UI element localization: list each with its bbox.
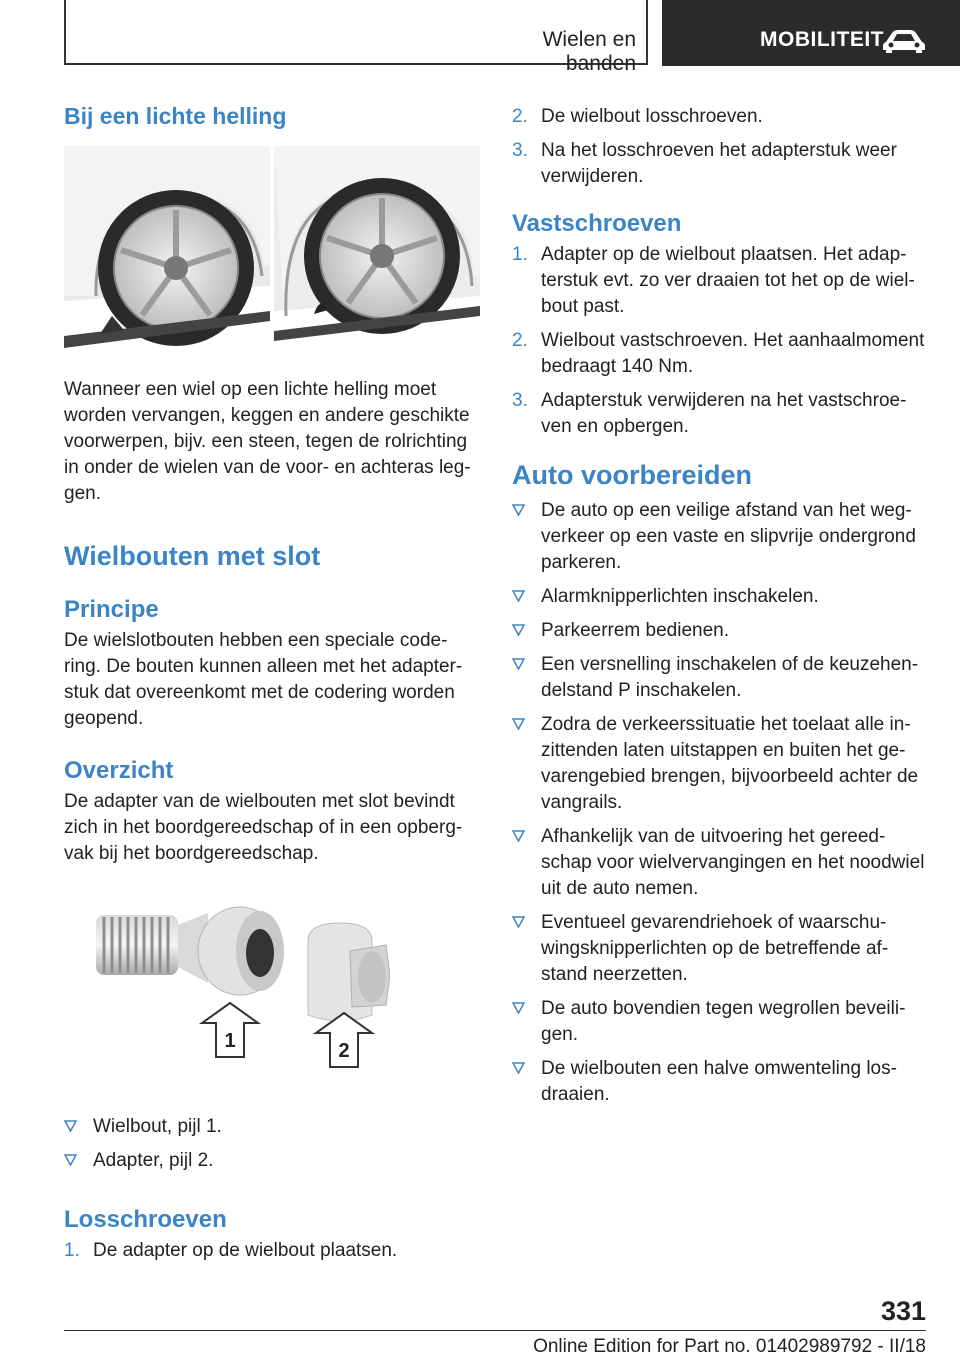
heading-slope: Bij een lichte helling [64, 103, 287, 129]
wheel-bolt [96, 907, 284, 995]
list-item: Parkeerrem bedienen. [512, 618, 926, 644]
footer-edition: Online Edition for Part no. 01402989792 - II/18 [533, 1336, 926, 1357]
triangle-bullet-icon [64, 1120, 77, 1132]
list-item: Wielbout, pijl 1. [64, 1114, 484, 1140]
triangle-bullet-icon [512, 504, 525, 516]
prepare-list [512, 498, 926, 1108]
triangle-bullet-icon [512, 1062, 525, 1074]
footer-rule [64, 1330, 926, 1331]
list-item: Een versnelling inschakelen of de keuzehen-delstand P inschakelen. [512, 652, 926, 704]
wheel-slope-figure [64, 146, 480, 348]
list-item: De wielbouten een halve omwenteling los-draaien. [512, 1056, 926, 1108]
list-item: Zodra de verkeerssituatie het toelaat alle in-zittenden laten uitstappen en buiten het ge-varengebied brengen, bijvoorbeeld achter de vangrails. [512, 712, 926, 816]
step-item: 3. Na het losschroeven het adapterstuk weer verwijderen. [512, 140, 897, 187]
heading-overview: Overzicht [64, 757, 174, 784]
header-chapter-tab[interactable] [662, 0, 960, 66]
arrow-1 [202, 1003, 258, 1057]
triangle-bullet-icon [512, 658, 525, 670]
wheel-right [304, 178, 460, 334]
list-item: Afhankelijk van de uitvoering het gereed-schap voor wielvervangingen en het noodwiel uit de auto nemen. [512, 824, 926, 902]
header-rule-divider [646, 0, 648, 64]
bolt-adapter-figure [90, 895, 390, 1085]
list-item: Alarmknipperlichten inschakelen. [512, 584, 926, 610]
page-number: 331 [880, 1296, 926, 1326]
adapter-piece [308, 923, 390, 1021]
principle-paragraph: De wielslotbouten hebben een speciale code-ring. De bouten kunnen alleen met het adapter-stuk dat overeenkomt met de codering worden geopend. [64, 630, 463, 729]
triangle-bullet-icon [512, 718, 525, 730]
arrow-2 [316, 1013, 372, 1067]
step-item: 1. De adapter op de wielbout plaatsen. [64, 1240, 398, 1261]
step-item: 2. Wielbout vastschroeven. Het aanhaalmoment bedraagt 140 Nm. [512, 330, 925, 377]
header-rule-left [64, 0, 66, 64]
list-item: De auto bovendien tegen wegrollen beveili-gen. [512, 996, 926, 1048]
step-item: 2. De wielbout losschroeven. [512, 106, 763, 127]
svg-text:1: 1 [224, 1030, 236, 1052]
heading-loosen: Losschroeven [64, 1206, 227, 1233]
header-section-title: Wielen en banden [542, 28, 636, 75]
heading-tighten: Vastschroeven [512, 210, 682, 237]
svg-text:2: 2 [338, 1040, 350, 1062]
step-item: 3. Adapterstuk verwijderen na het vastschroe-ven en opbergen. [512, 390, 907, 437]
triangle-bullet-icon [512, 830, 525, 842]
overview-paragraph: De adapter van de wielbouten met slot bevindt zich in het boordgereedschap of in een opberg-vak bij het boordgereedschap. [64, 791, 463, 864]
car-icon [882, 28, 926, 54]
triangle-bullet-icon [512, 1002, 525, 1014]
slope-paragraph: Wanneer een wiel op een lichte helling moet worden vervangen, keggen en andere geschikte voorwerpen, bijv. een steen, tegen de rolrichting in onder de wielen van de voor- en achteras leg-gen. [64, 379, 471, 504]
list-item: Adapter, pijl 2. [64, 1148, 484, 1174]
triangle-bullet-icon [512, 590, 525, 602]
chapter-tab-label: MOBILITEIT [760, 28, 884, 51]
list-item: De auto op een veilige afstand van het weg-verkeer op een vaste en slipvrije ondergrond parkeren. [512, 498, 926, 576]
heading-principle: Principe [64, 596, 159, 623]
triangle-bullet-icon [512, 916, 525, 928]
triangle-bullet-icon [512, 624, 525, 636]
heading-prepare: Auto voorbereiden [512, 460, 753, 490]
list-item: Eventueel gevarendriehoek of waarschu-wingsknipperlichten op de betreffende af-stand neerzetten. [512, 910, 926, 988]
heading-lock-bolts: Wielbouten met slot [64, 541, 321, 571]
triangle-bullet-icon [64, 1154, 77, 1166]
step-item: 1. Adapter op de wielbout plaatsen. Het adap-terstuk evt. zo ver draaien tot het op de wiel-bout past. [512, 244, 915, 317]
